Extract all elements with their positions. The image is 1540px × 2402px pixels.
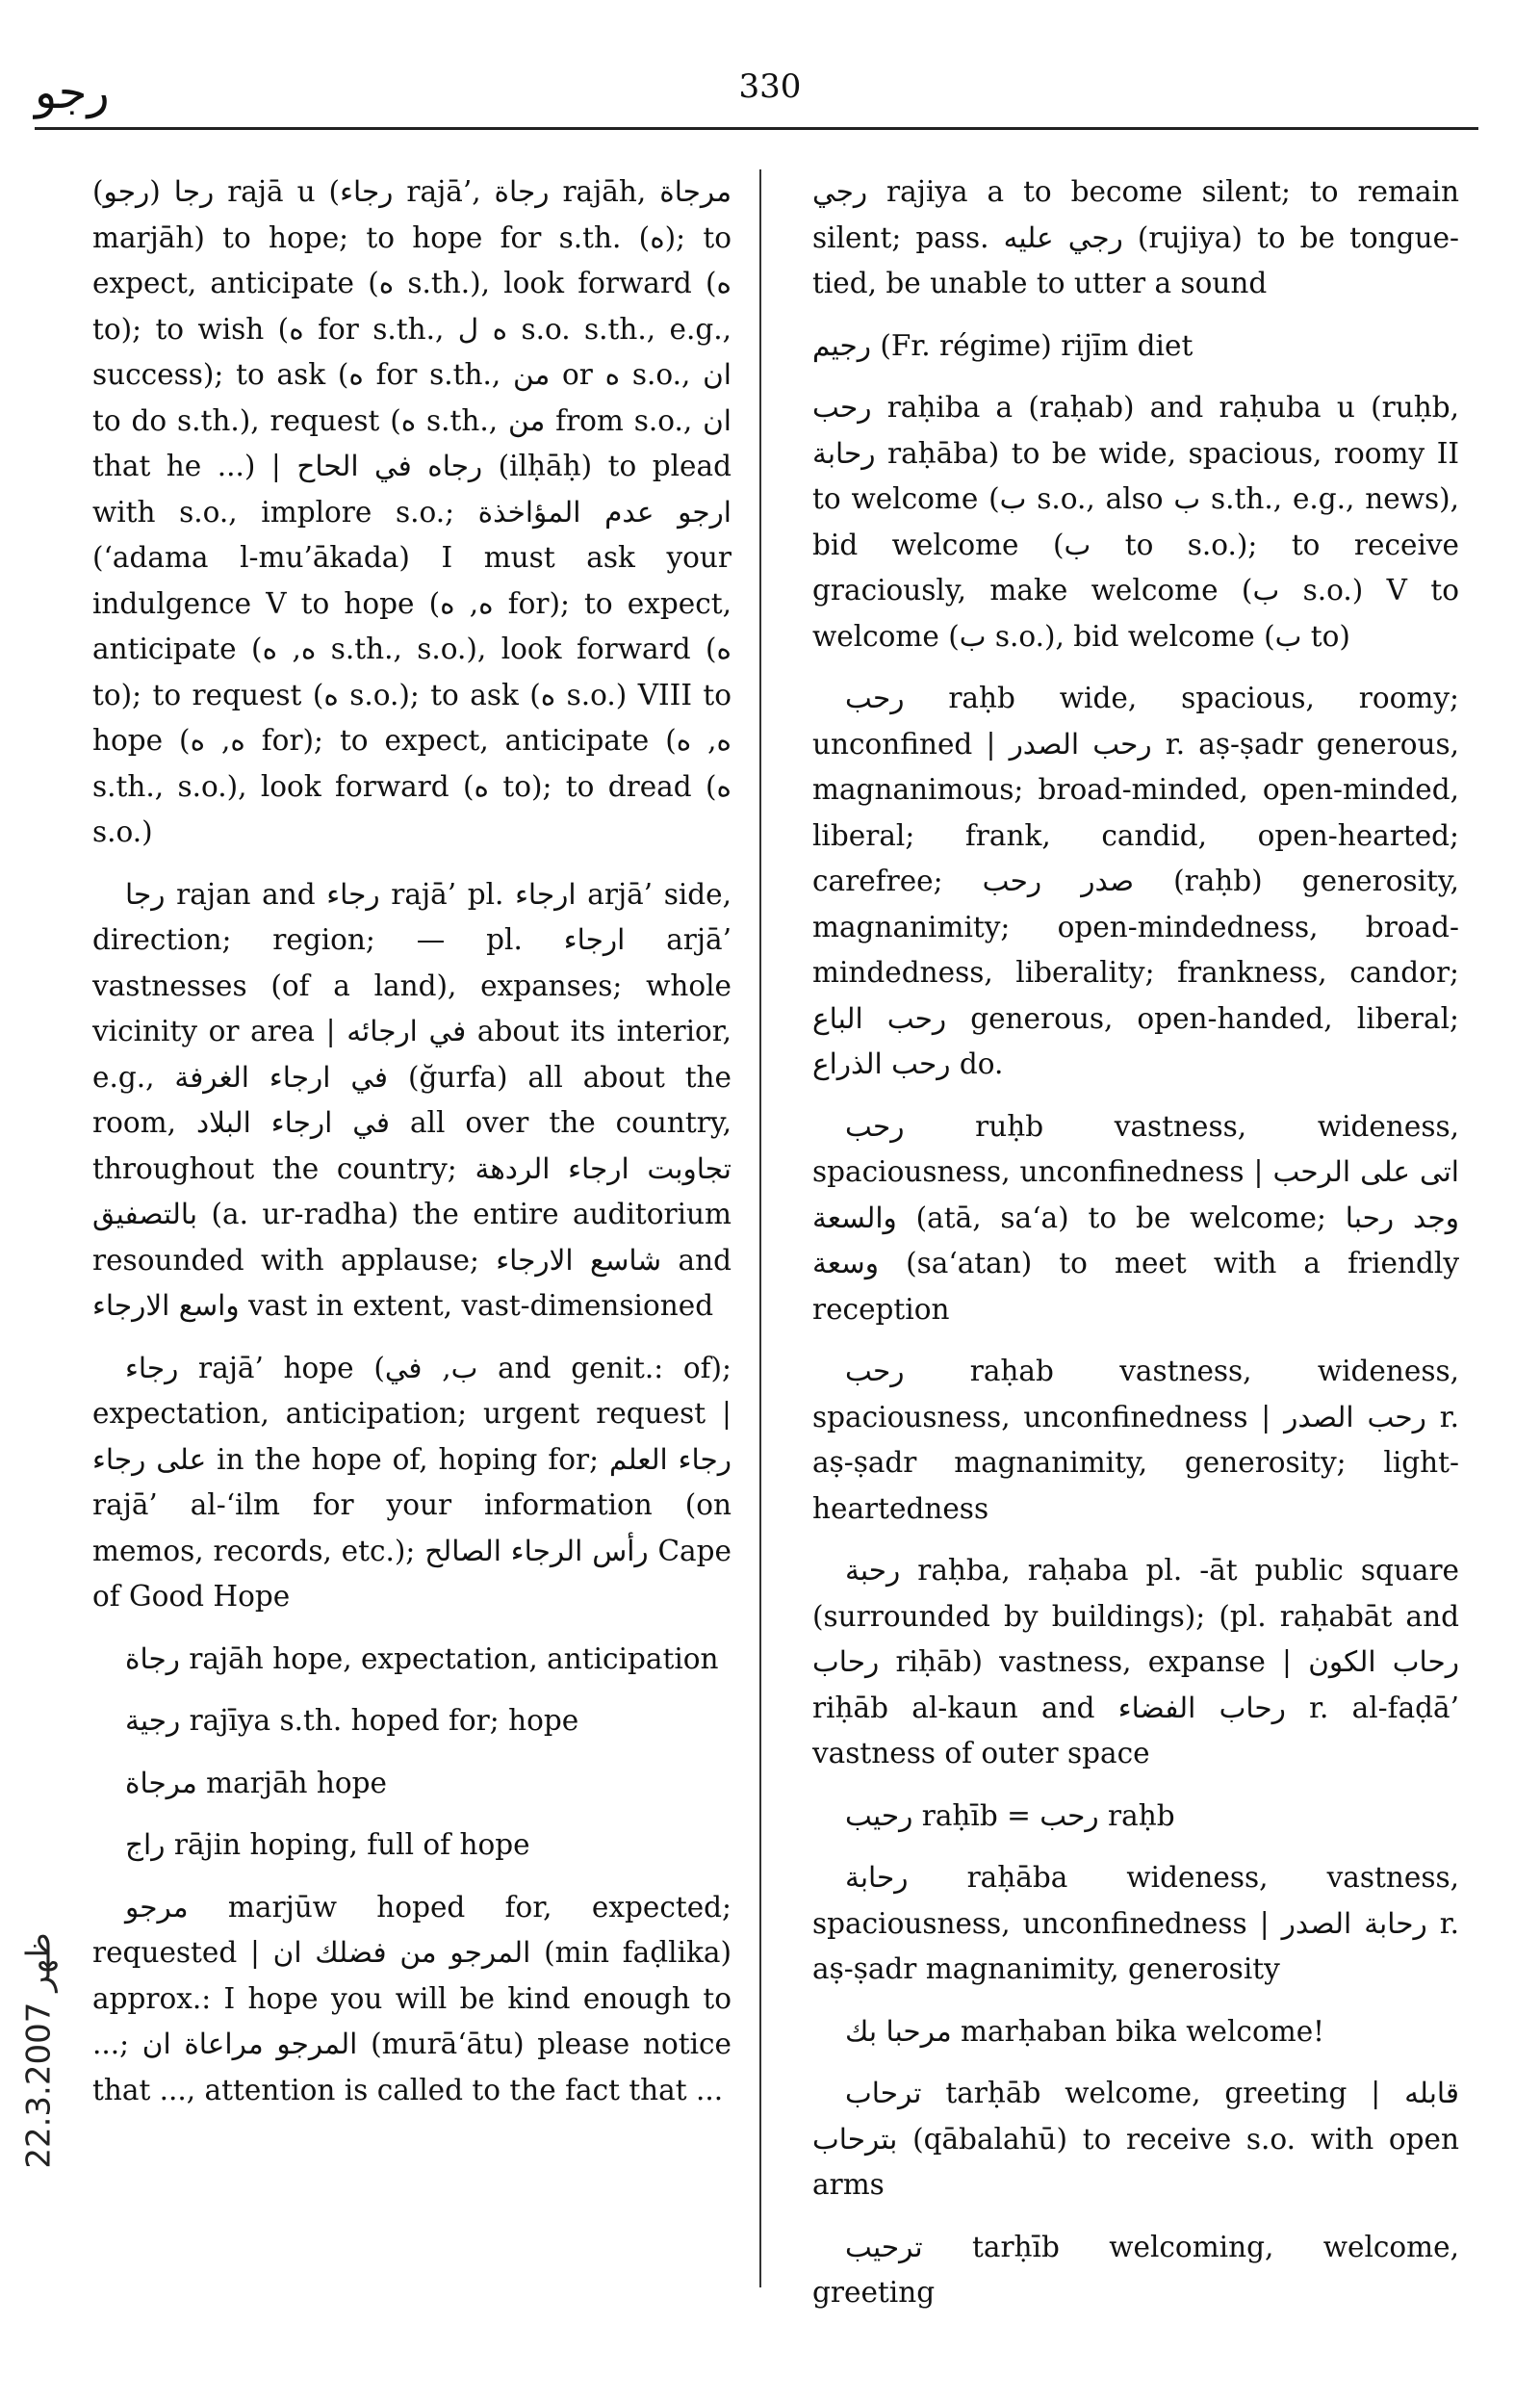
running-head-word: رجو	[35, 65, 110, 119]
page-header	[0, 0, 1540, 130]
dictionary-entry: رحيب raḥīb = رحب raḥb	[845, 1798, 1175, 1832]
dictionary-entry: رحب raḥiba a (raḥab) and raḥuba u (ruḥb, رحابة raḥāba) to be wide, spacious, roomy II to welcome (ب s.o., also ب s.th., e.g., news), bid welcome (ب to s.o.); to receive graciously, make welcome (ب s.o.) V to welcome (ب s.o.), bid welcome (ب to)	[812, 391, 1459, 653]
dictionary-entry: رجا rajan and رجاء rajā’ pl. ارجاء arjā’ side, direction; region; — pl. ارجاء arjā’ vastnesses (of a land), expanses; whole vicinity or area | في ارجائه about its interior, e.g., في ارجاء الغرفة (ğurfa) all about the room, في ارجاء البلاد all over the country, throughout the country; تجاوبت ارجاء الردهة بالتصفيق (a. ur-radha) the entire auditorium resounded with applause; شاسع الارجاء and واسع الارجاء vast in extent, vast-dimensioned	[92, 877, 732, 1322]
margin-note-text: 22.3.2007 ظهر	[20, 1932, 60, 2169]
dictionary-entry: رحابة raḥāba wideness, vastness, spaciousness, unconfinedness | رحابة الصدر r. aṣ-ṣadr magnanimity, generosity	[812, 1861, 1459, 1985]
dictionary-entry: رجية rajīya s.th. hoped for; hope	[125, 1704, 579, 1737]
dictionary-entry: رحب raḥb wide, spacious, roomy; unconfined | رحب الصدر r. aṣ-ṣadr generous, magnanimous; broad-minded, open-minded, liberal; frank, candid, open-hearted; carefree; صدر رحب (raḥb) generosity, magnanimity; open-mindedness, broad-mindedness, liberality; frankness, candor; رحب الباع generous, open-handed, liberal; رحب الذراع do.	[812, 682, 1459, 1080]
dictionary-entry: رجيم (Fr. régime) rijīm diet	[812, 328, 1194, 362]
dictionary-entry: راج rājin hoping, full of hope	[125, 1828, 530, 1861]
page-number: 330	[738, 67, 802, 106]
dictionary-entry: مرجو marjūw hoped for, expected; requested | المرجو من فضلك ان (min faḍlika) approx.: I hope you will be kind enough to ...; المرجو مراعاة ان (murā‘ātu) please notice that ..., attention is called to the fact that ...	[92, 1890, 732, 2106]
dictionary-entry: رحبة raḥba, raḥaba pl. -āt public square (surrounded by buildings); (pl. raḥabāt and رحاب riḥāb) vastness, expanse | رحاب الكون riḥāb al-kaun and رحاب الفضاء r. al-faḍā’ vastness of outer space	[812, 1554, 1459, 1769]
dictionary-entry: رجاء rajā’ hope (ب, في and genit.: of); expectation, anticipation; urgent request | على رجاء in the hope of, hoping for; رجاء العلم rajā’ al-‘ilm for your information (on memos, records, etc.); رأس الرجاء الصالح Cape of Good Hope	[92, 1351, 732, 1613]
dictionary-entry: ترحيب tarḥīb welcoming, welcome, greeting	[812, 2230, 1459, 2309]
header-rule	[35, 127, 1478, 130]
dictionary-entry: رجي rajiya a to become silent; to remain silent; pass. رجي عليه (rujiya) to be tongue-tied, be unable to utter a sound	[812, 175, 1459, 299]
left-column	[92, 169, 732, 2355]
dictionary-entry: مرحبا بك marḥaban bika welcome!	[845, 2014, 1325, 2048]
handwritten-margin-note	[6, 1848, 73, 2253]
dictionary-entry: رحب raḥab vastness, wideness, spaciousness, unconfinedness | رحب الصدر r. aṣ-ṣadr magnanimity, generosity; light-heartedness	[812, 1355, 1459, 1525]
dictionary-entry: رحب ruḥb vastness, wideness, spaciousness, unconfinedness | اتى على الرحب والسعة (atā, sa‘a) to be welcome; وجد رحبا وسعة (sa‘atan) to meet with a friendly reception	[812, 1109, 1459, 1326]
dictionary-entry: رجاة rajāh hope, expectation, anticipation	[125, 1641, 719, 1675]
dictionary-entry: ترحاب tarḥāb welcome, greeting | قابله بترحاب (qābalahū) to receive s.o. with open arms	[812, 2077, 1459, 2201]
right-column	[812, 169, 1459, 2355]
column-divider	[759, 169, 761, 2287]
dictionary-entry: (رجو) رجا rajā u (رجاء rajā’, رجاة rajāh, مرجاة marjāh) to hope; to hope for s.th. (ه); to expect, anticipate (ه s.th.), look forward (ه to); to wish (ه for s.th., ه ل s.o. s.th., e.g., success); to ask (ه for s.th., من or ه s.o., ان to do s.th.), request (ه s.th., من from s.o., ان that he ...) | رجاه في الحاح (ilḥāḥ) to plead with s.o., implore s.o.; ارجو عدم المؤاخذة (‘adama l-mu’ākada) I must ask your indulgence V to hope (ه, ه for); to expect, anticipate (ه, ه s.th., s.o.), look forward (ه to); to request (ه s.o.); to ask (ه s.o.) VIII to hope (ه, ه for); to expect, anticipate (ه, ه s.th., s.o.), look forward (ه to); to dread (ه s.o.)	[92, 175, 732, 848]
dictionary-entry: مرجاة marjāh hope	[125, 1766, 388, 1799]
